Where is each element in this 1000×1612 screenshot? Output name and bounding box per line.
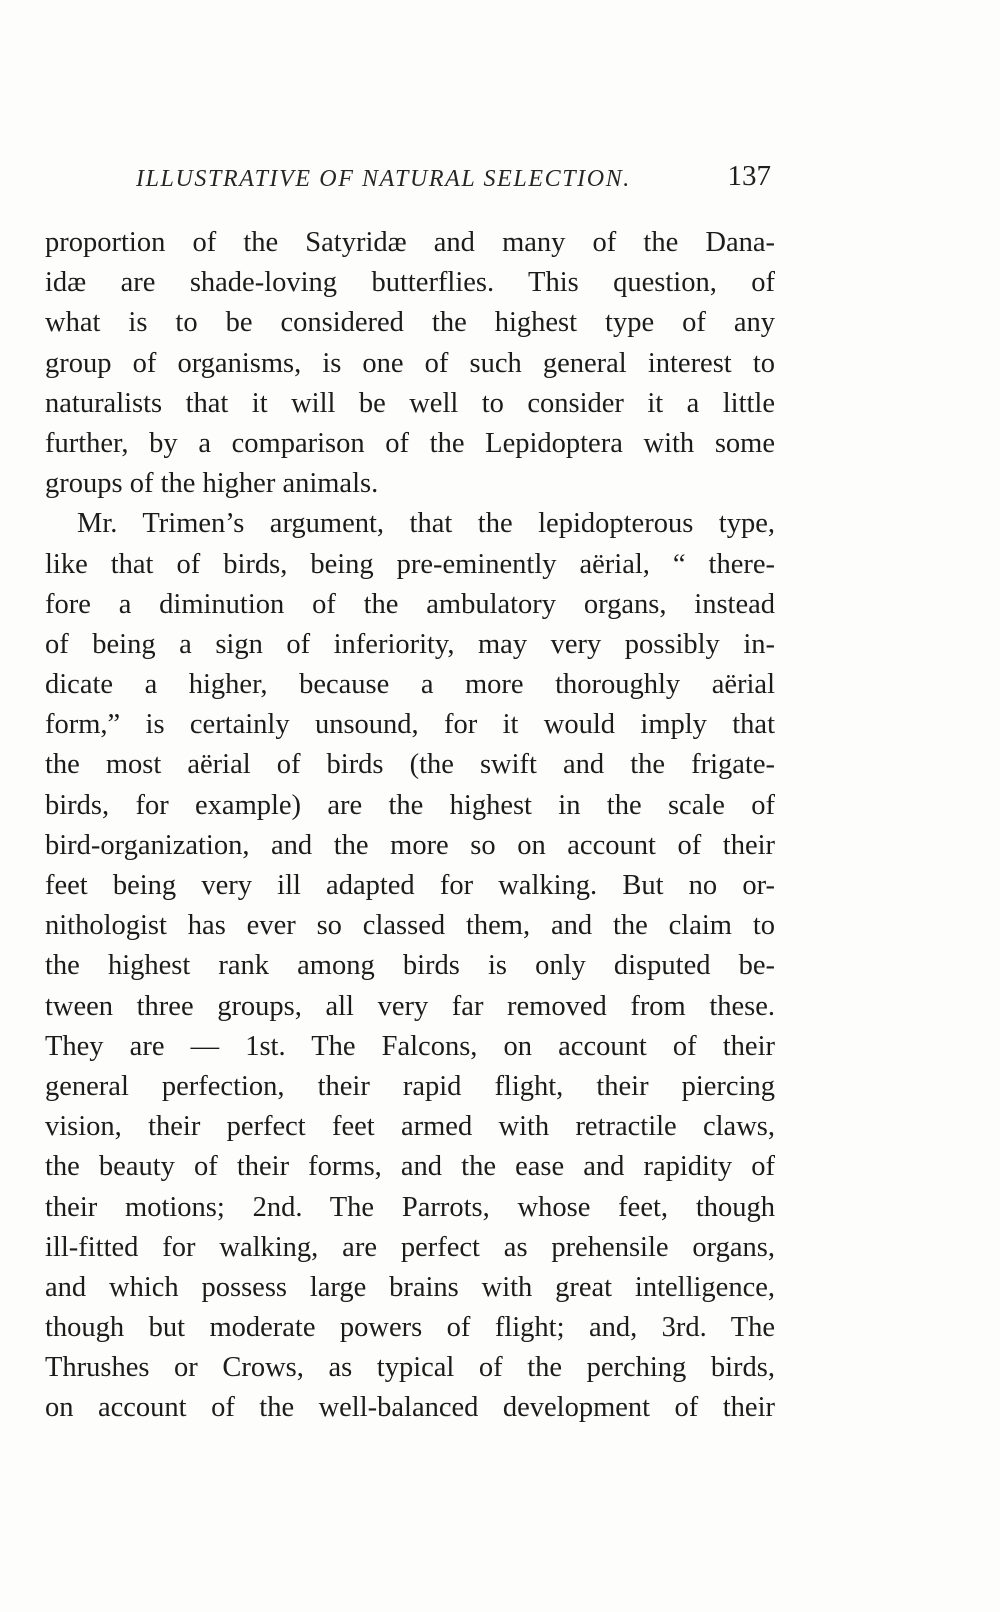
text-line: vision, their perfect feet armed with retractile claws, bbox=[45, 1111, 775, 1143]
text-line: naturalists that it will be well to consider it a little bbox=[45, 387, 775, 419]
text-line: further, by a comparison of the Lepidoptera with some bbox=[45, 427, 775, 459]
text-line: They are — 1st. The Falcons, on account of their bbox=[45, 1030, 775, 1062]
text-line: Thrushes or Crows, as typical of the perching birds, bbox=[45, 1352, 775, 1384]
text-line: their motions; 2nd. The Parrots, whose feet, though bbox=[45, 1191, 775, 1223]
text-line: and which possess large brains with great intelligence, bbox=[45, 1271, 775, 1303]
text-line: the beauty of their forms, and the ease and rapidity of bbox=[45, 1151, 775, 1183]
text-line: birds, for example) are the highest in the scale of bbox=[45, 789, 775, 821]
text-line: the most aërial of birds (the swift and the frigate- bbox=[45, 749, 775, 781]
body-text bbox=[45, 223, 775, 1429]
text-line: feet being very ill adapted for walking. But no or- bbox=[45, 870, 775, 901]
text-line: tween three groups, all very far removed from these. bbox=[45, 990, 775, 1022]
running-title: ILLUSTRATIVE OF NATURAL SELECTION. bbox=[136, 166, 631, 192]
text-line: nithologist has ever so classed them, and the claim to bbox=[45, 910, 775, 942]
text-line: fore a diminution of the ambulatory organs, instead bbox=[45, 588, 775, 620]
text-line: proportion of the Satyridæ and many of the Dana- bbox=[45, 227, 775, 258]
text-line: what is to be considered the highest type of any bbox=[45, 307, 775, 339]
text-line: idæ are shade-loving butterflies. This question, of bbox=[45, 267, 775, 299]
text-line: though but moderate powers of flight; and, 3rd. The bbox=[45, 1312, 775, 1344]
text-line: the highest rank among birds is only disputed be- bbox=[45, 950, 775, 982]
text-line: ill-fitted for walking, are perfect as prehensile organs, bbox=[45, 1231, 775, 1263]
text-line: of being a sign of inferiority, may very possibly in- bbox=[45, 628, 775, 660]
text-line: general perfection, their rapid flight, their piercing bbox=[45, 1070, 775, 1102]
text-line: on account of the well-balanced development of their bbox=[45, 1392, 775, 1424]
page-number: 137 bbox=[727, 160, 771, 192]
text-line: dicate a higher, because a more thoroughly aërial bbox=[45, 669, 775, 701]
text-line: Mr. Trimen’s argument, that the lepidopterous type, bbox=[77, 508, 775, 540]
text-line: form,” is certainly unsound, for it would imply that bbox=[45, 709, 775, 741]
text-line: like that of birds, being pre-eminently aërial, “ there- bbox=[45, 548, 775, 580]
text-line: bird-organization, and the more so on account of their bbox=[45, 829, 775, 861]
running-head bbox=[136, 160, 771, 200]
text-line: groups of the higher animals. bbox=[45, 468, 379, 500]
text-line: group of organisms, is one of such general interest to bbox=[45, 347, 775, 379]
